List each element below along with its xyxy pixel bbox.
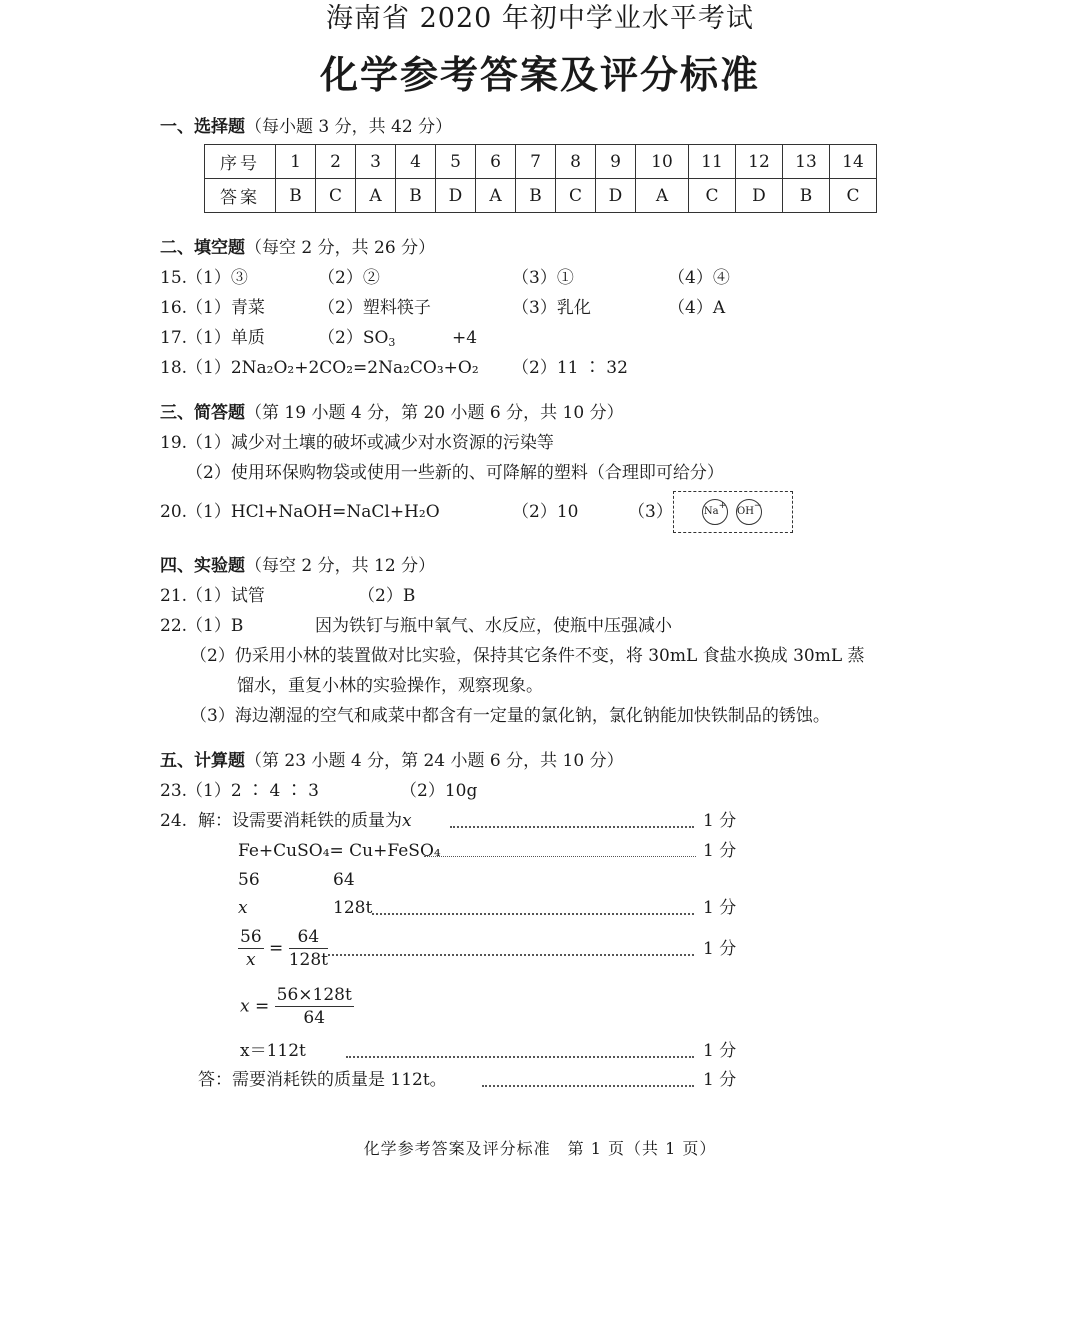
q19-answer-1: （1）减少对土壤的破坏或减少对水资源的污染等 (186, 433, 554, 453)
cell-answer: B (516, 179, 556, 213)
q24-mass-fe: 56 (238, 870, 260, 890)
q17-number: 17. (160, 328, 188, 348)
q22-answer-3: （3）海边潮湿的空气和咸菜中都含有一定量的氯化钠，氯化钠能加快铁制品的锈蚀。 (190, 706, 830, 726)
q23-answer-2: （2）10g (400, 781, 478, 801)
cell-number: 8 (556, 145, 596, 179)
q19-number: 19. (160, 433, 188, 453)
q15-answer-2: （2）② (318, 268, 380, 288)
cell-answer: C (830, 179, 877, 213)
score-label: 1 分 (703, 898, 737, 918)
section5-heading: 五、计算题 (160, 751, 245, 771)
dot-leader (328, 954, 694, 956)
q18-equation: 2Na₂O₂+2CO₂=2Na₂CO₃+O₂ (230, 358, 479, 378)
cell-answer: B (783, 179, 830, 213)
cell-number: 10 (636, 145, 689, 179)
cell-number: 12 (736, 145, 783, 179)
q20-answer-3: （3） (628, 502, 673, 522)
score-label: 1 分 (703, 811, 737, 831)
cell-answer: A (476, 179, 516, 213)
q22-number: 22. (160, 616, 188, 636)
fraction-right: $\frac{64}{128t}$ (288, 927, 328, 970)
q15-answer-3: （3）① (512, 268, 574, 288)
q24-equation: Fe+CuSO₄= Cu+FeSO₄ (238, 841, 441, 861)
section3-note: （第 19 小题 4 分，第 20 小题 6 分，共 10 分） (245, 403, 624, 423)
q20-equation: HCl+NaOH=NaCl+H₂O (230, 502, 440, 522)
fraction-solve: $\frac{56\times 128t}{64}$ (276, 985, 352, 1028)
dot-leader (424, 856, 696, 857)
row-label-number: 序号 (205, 145, 276, 179)
q16-number: 16. (160, 298, 188, 318)
cell-answer: A (636, 179, 689, 213)
score-label: 1 分 (703, 1041, 737, 1061)
fraction-left: $\frac{56}{x}$ (240, 927, 262, 970)
cell-number: 3 (356, 145, 396, 179)
cell-answer: C (556, 179, 596, 213)
q16-answer-4: （4）A (668, 298, 726, 318)
row-label-answer: 答案 (205, 179, 276, 213)
document-title: 化学参考答案及评分标准 (319, 53, 760, 97)
cell-number: 13 (783, 145, 830, 179)
section1-heading: 一、选择题 (160, 117, 245, 137)
q19-answer-2: （2）使用环保购物袋或使用一些新的、可降解的塑料（合理即可给分） (186, 463, 724, 483)
q20-answer-2: （2）10 (512, 502, 579, 522)
cell-answer: B (396, 179, 436, 213)
table-row-answers (205, 179, 877, 213)
cell-number: 9 (596, 145, 636, 179)
q16-answer-3: （3）乳化 (512, 298, 591, 318)
cell-number: 7 (516, 145, 556, 179)
q23-answer-1: （1）2 ∶ 4 ∶ 3 (186, 781, 319, 801)
cell-answer: C (316, 179, 356, 213)
q16-answer-1: （1）青菜 (186, 298, 265, 318)
q15-number: 15. (160, 268, 188, 288)
q24-solve: x = $\frac{56\times 128t}{64}$ (240, 985, 352, 1028)
q24-final-answer: 答：需要消耗铁的质量是 112t。 (198, 1070, 447, 1090)
q18-number: 18. (160, 358, 188, 378)
section2-heading-row (160, 237, 435, 259)
score-label: 1 分 (703, 841, 737, 861)
q17-answer-2-prefix: （2） (318, 328, 363, 348)
q22-answer-1-reason: 因为铁钉与瓶中氧气、水反应，使瓶中压强减小 (315, 616, 672, 636)
dot-leader (346, 1056, 694, 1058)
q24-unknown-fe: x (238, 898, 248, 918)
ion-diagram (673, 491, 793, 533)
cell-number: 11 (689, 145, 736, 179)
cell-answer: C (689, 179, 736, 213)
score-label: 1 分 (703, 1070, 737, 1090)
cell-number: 5 (436, 145, 476, 179)
q21-number: 21. (160, 586, 188, 606)
section5-note: （第 23 小题 4 分，第 24 小题 6 分，共 10 分） (245, 751, 624, 771)
q17-formula: SO (362, 328, 389, 348)
q21-answer-1: （1）试管 (186, 586, 265, 606)
q20-answer-1-prefix: （1） (186, 502, 231, 522)
table-row-numbers (205, 145, 877, 179)
q18-answer-1 (186, 357, 479, 379)
q18-answer-2: （2）11 ∶ 32 (512, 358, 628, 378)
dot-leader (450, 826, 694, 828)
q17-answer-1: （1）单质 (186, 328, 265, 348)
q16-answer-2: （2）塑料筷子 (318, 298, 431, 318)
hydroxide-ion-icon: OH− (736, 499, 762, 525)
q17-formula-subscript: 3 (388, 336, 396, 349)
q20-answer-1 (186, 501, 440, 523)
q24-variable: x (402, 811, 412, 831)
cell-number: 6 (476, 145, 516, 179)
q21-answer-2: （2）B (358, 586, 416, 606)
section2-heading: 二、填空题 (160, 238, 245, 258)
q24-setup-text: 解：设需要消耗铁的质量为 (198, 811, 402, 831)
cell-number: 14 (830, 145, 877, 179)
q22-answer-2-line2: 馏水，重复小林的实验操作，观察现象。 (237, 676, 543, 696)
section4-heading-row (160, 555, 435, 577)
section2-note: （每空 2 分，共 26 分） (245, 238, 436, 258)
q24-number: 24. (160, 811, 188, 831)
section4-heading: 四、实验题 (160, 556, 245, 576)
q24-step-setup (198, 810, 412, 832)
score-label: 1 分 (703, 939, 737, 959)
cell-number: 2 (316, 145, 356, 179)
dot-leader (372, 913, 694, 915)
q24-result: x＝112t (240, 1041, 306, 1061)
cell-answer: A (356, 179, 396, 213)
q22-answer-1: （1）B (186, 616, 244, 636)
q18-answer-1-prefix: （1） (186, 358, 231, 378)
q20-number: 20. (160, 502, 188, 522)
cell-answer: D (736, 179, 783, 213)
cell-number: 1 (276, 145, 316, 179)
section5-heading-row (160, 750, 624, 772)
q24-known-cu: 128t (333, 898, 373, 918)
q15-answer-4: （4）④ (668, 268, 730, 288)
sodium-ion-icon: Na+ (702, 499, 728, 525)
exam-title: 海南省 2020 年初中学业水平考试 (326, 3, 754, 34)
page-footer: 化学参考答案及评分标准 第 1 页（共 1 页） (363, 1139, 717, 1158)
section3-heading-row (160, 402, 624, 424)
q17-answer-2 (318, 327, 395, 349)
section4-note: （每空 2 分，共 12 分） (245, 556, 436, 576)
q22-answer-2-line1: （2）仍采用小林的装置做对比实验，保持其它条件不变，将 30mL 食盐水换成 30mL 蒸 (190, 646, 865, 666)
q24-proportion: $\frac{56}{x}$ = $\frac{64}{128t}$ (240, 927, 328, 970)
q15-answer-1: （1）③ (186, 268, 248, 288)
cell-number: 4 (396, 145, 436, 179)
q24-mass-cu: 64 (333, 870, 355, 890)
dot-leader (482, 1085, 694, 1087)
q17-valence: +4 (452, 328, 478, 348)
section1-heading-row (160, 116, 452, 138)
q23-number: 23. (160, 781, 188, 801)
cell-answer: D (596, 179, 636, 213)
answer-table (204, 144, 877, 213)
cell-answer: D (436, 179, 476, 213)
section1-note: （每小题 3 分，共 42 分） (245, 117, 453, 137)
cell-answer: B (276, 179, 316, 213)
section3-heading: 三、简答题 (160, 403, 245, 423)
